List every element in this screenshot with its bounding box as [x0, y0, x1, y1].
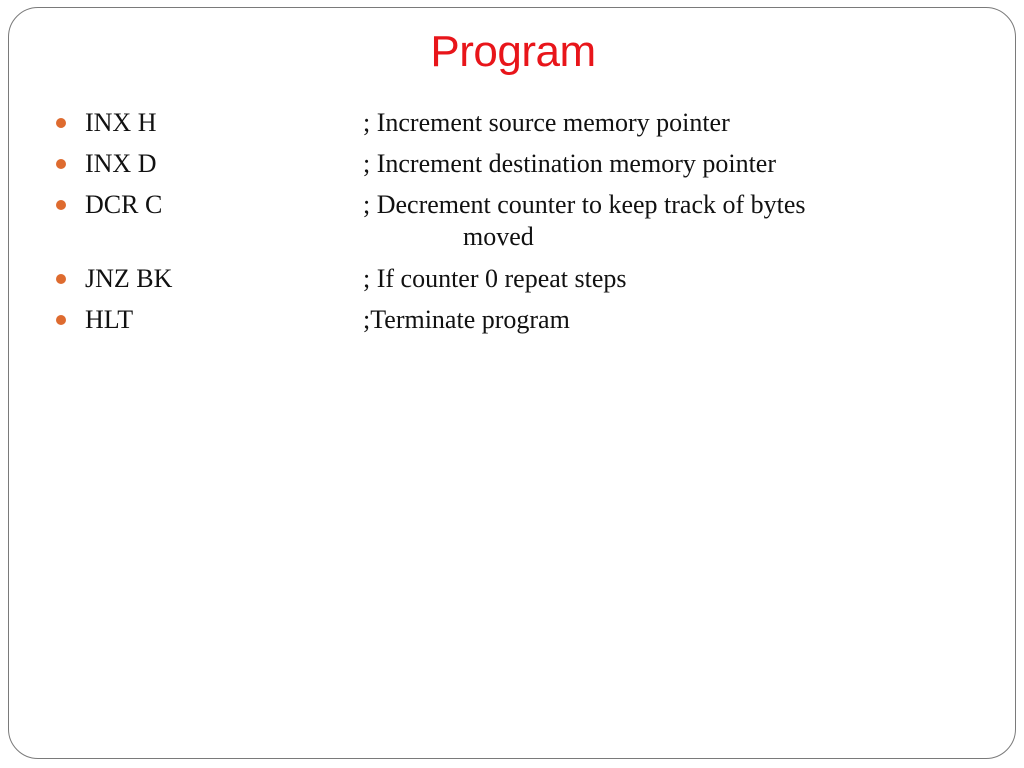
list-item [9, 264, 1017, 304]
comment-continuation: moved [463, 222, 534, 251]
slide [8, 7, 1016, 759]
comment-text: ; If counter 0 repeat steps [363, 264, 627, 293]
instruction-text: DCR C [85, 190, 163, 219]
list-item [9, 149, 1017, 189]
comment-text: ; Decrement counter to keep track of bytes [363, 190, 806, 219]
bullet-icon [56, 159, 66, 169]
bullet-icon [56, 274, 66, 284]
comment-text: ;Terminate program [363, 305, 570, 334]
bullet-icon [56, 118, 66, 128]
bullet-icon [56, 200, 66, 210]
instruction-text: JNZ BK [85, 264, 173, 293]
list-item [9, 305, 1017, 345]
instruction-text: HLT [85, 305, 134, 334]
comment-text: ; Increment destination memory pointer [363, 149, 776, 178]
list-item [9, 108, 1017, 148]
instruction-text: INX H [85, 108, 157, 137]
comment-text: ; Increment source memory pointer [363, 108, 730, 137]
slide-title: Program [430, 27, 596, 76]
instruction-text: INX D [85, 149, 157, 178]
bullet-icon [56, 315, 66, 325]
